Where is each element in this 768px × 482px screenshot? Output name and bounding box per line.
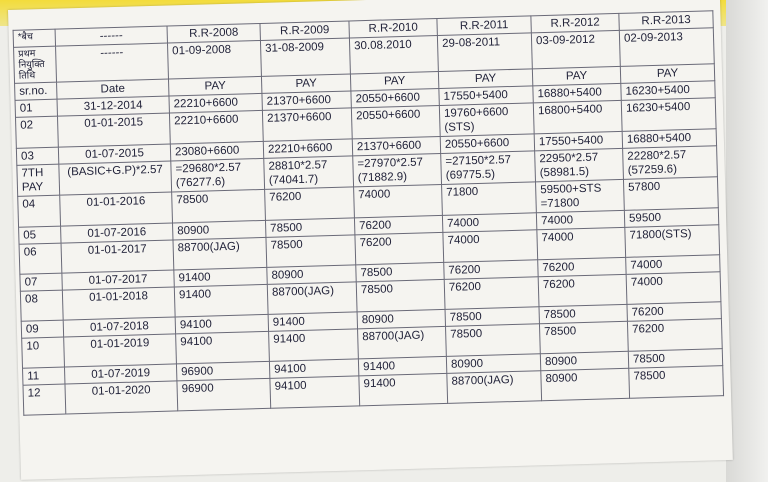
pay-cell: 22210+6600 — [169, 93, 262, 113]
pay-cell: 23080+6600 — [170, 141, 263, 161]
batch-label: *बैच — [13, 29, 55, 47]
date-cell: 01-01-2017 — [61, 240, 174, 273]
pay-cell: 88700(JAG) — [358, 326, 447, 358]
sr-no-cell: 02 — [15, 116, 58, 148]
joining-date: 02-09-2013 — [619, 28, 714, 67]
pay-cell: 20550+6600 — [351, 89, 439, 108]
pay-cell: 91400 — [359, 373, 448, 405]
pay-cell: 78500 — [539, 321, 628, 353]
batch-header: R.R-2012 — [531, 13, 619, 32]
pay-cell: 80900 — [173, 220, 266, 240]
pay-table — [13, 10, 725, 415]
sr-no-cell: 10 — [22, 337, 65, 368]
pay-cell: 21370+6600 — [262, 91, 351, 110]
date-cell: 01-07-2017 — [62, 270, 174, 290]
pay-cell: 22210+6600 — [263, 139, 352, 158]
pay-cell: 74000 — [537, 227, 626, 259]
pay-cell: =29680*2.57 (76277.6) — [171, 158, 265, 192]
pay-cell: 17550+5400 — [534, 131, 622, 150]
pay-cell: 91400 — [269, 329, 359, 361]
pay-cell: 94100 — [270, 376, 360, 408]
pay-cell: 16230+5400 — [621, 98, 716, 132]
pay-cell: 20550+6600 — [440, 134, 534, 154]
pay-cell: 22950*2.57 (58981.5) — [535, 148, 624, 181]
pay-header: PAY — [261, 74, 350, 93]
pay-cell: 74000 — [443, 230, 538, 263]
sr-no-cell: 11 — [23, 367, 65, 385]
pay-cell: =27970*2.57 (71882.9) — [353, 153, 442, 186]
batch-dash: ------ — [55, 26, 167, 46]
pay-cell: 76200 — [444, 277, 539, 310]
date-cell: 01-07-2018 — [63, 317, 175, 337]
pay-cell: 94100 — [175, 314, 268, 334]
appointment-dash: ------ — [56, 43, 169, 82]
pay-cell: 88700(JAG) — [447, 371, 542, 404]
pay-cell: 76200 — [265, 187, 355, 220]
pay-cell: 76200 — [354, 215, 442, 234]
pay-cell: 91400 — [358, 356, 446, 375]
pay-cell: 20550+6600 — [351, 105, 440, 138]
pay-cell: 78500 — [539, 304, 627, 323]
pay-cell: 80900 — [446, 354, 540, 374]
pay-cell: 78500 — [629, 366, 724, 399]
pay-cell: 76200 — [444, 260, 538, 280]
joining-date: 29-08-2011 — [437, 33, 532, 72]
pay-cell: 88700(JAG) — [173, 237, 267, 270]
pay-cell: 28810*2.57 (74041.7) — [264, 156, 354, 189]
joining-date: 30.08.2010 — [349, 36, 438, 74]
joining-date: 01-09-2008 — [167, 40, 261, 79]
pay-cell: 91400 — [268, 312, 357, 331]
pay-cell: 80900 — [540, 351, 628, 370]
pay-cell: 94100 — [176, 331, 270, 364]
sr-no-cell: 01 — [15, 99, 57, 117]
pay-cell: 78500 — [356, 279, 445, 311]
pay-cell: =27150*2.57 (69775.5) — [441, 151, 536, 185]
batch-header: R.R-2011 — [437, 16, 531, 36]
sr-no-cell: 08 — [20, 290, 63, 321]
pay-cell: 74000 — [626, 255, 720, 275]
pay-header: PAY — [438, 69, 532, 89]
pay-cell: 78500 — [266, 235, 356, 267]
pay-cell: 80900 — [267, 265, 356, 284]
sr-no-cell: 09 — [21, 320, 63, 338]
date-cell: (BASIC+G.P)*2.57 — [59, 161, 172, 195]
batch-header: R.R-2010 — [349, 19, 437, 38]
pay-cell: 76200 — [538, 274, 627, 306]
pay-cell: 78500 — [265, 218, 354, 237]
pay-cell: 91400 — [174, 267, 267, 287]
pay-cell: 78500 — [356, 262, 444, 281]
pay-cell: 16800+5400 — [533, 100, 622, 133]
sr-no-cell: 05 — [19, 226, 61, 244]
pay-fixation-sheet — [8, 0, 733, 480]
appointment-label: प्रथम नियुक्ति तिथि — [14, 46, 57, 83]
sr-no-cell: 07 — [20, 273, 62, 291]
pay-header: PAY — [350, 72, 438, 91]
date-cell: 01-07-2016 — [61, 223, 173, 243]
date-cell: 01-07-2019 — [64, 364, 176, 384]
pay-cell: 19760+6600 (STS) — [439, 103, 534, 137]
pay-cell: 96900 — [176, 361, 269, 381]
sr-no-cell: 06 — [19, 243, 62, 274]
pay-cell: 80900 — [541, 368, 630, 400]
batch-header: R.R-2008 — [167, 23, 260, 43]
background-surface — [726, 0, 768, 482]
pay-cell: 78500 — [445, 307, 539, 327]
pay-cell: 74000 — [354, 184, 443, 217]
date-header: Date — [57, 79, 169, 99]
pay-header: PAY — [168, 76, 261, 96]
date-cell: 01-01-2016 — [60, 192, 173, 226]
pay-cell: 78500 — [628, 349, 722, 369]
pay-cell: 16230+5400 — [621, 81, 715, 101]
date-cell: 01-01-2015 — [57, 113, 170, 147]
sr-no-cell: 04 — [18, 195, 61, 227]
pay-cell: 78500 — [446, 324, 541, 357]
pay-header: PAY — [532, 66, 620, 85]
pay-cell: 74000 — [442, 213, 536, 233]
pay-header: PAY — [620, 64, 714, 84]
joining-date: 03-09-2012 — [531, 30, 620, 68]
batch-header: R.R-2013 — [619, 11, 713, 31]
pay-cell: 91400 — [174, 284, 268, 317]
date-cell: 01-01-2020 — [65, 381, 178, 414]
pay-cell: 76200 — [627, 302, 721, 322]
sr-no-cell: 03 — [16, 147, 58, 165]
pay-cell: 22210+6600 — [169, 110, 263, 144]
pay-cell: 71800(STS) — [625, 225, 720, 258]
pay-cell: 74000 — [626, 272, 721, 305]
date-cell: 31-12-2014 — [57, 96, 169, 116]
pay-cell: 21370+6600 — [262, 108, 352, 141]
pay-cell: 76200 — [538, 257, 626, 276]
date-cell: 01-01-2018 — [62, 287, 175, 320]
pay-cell: 59500 — [624, 208, 718, 228]
pay-cell: 71800 — [442, 182, 537, 216]
pay-cell: 96900 — [177, 378, 271, 411]
pay-cell: 16880+5400 — [533, 83, 621, 102]
pay-cell: 76200 — [355, 232, 444, 264]
pay-cell: 16880+5400 — [622, 129, 716, 149]
pay-table-body — [13, 11, 723, 415]
pay-cell: 22280*2.57 (57259.6) — [623, 146, 718, 180]
pay-cell: 21370+6600 — [352, 136, 440, 155]
batch-header: R.R-2009 — [260, 21, 349, 40]
sr-no-cell: 12 — [23, 384, 66, 415]
pay-cell: 76200 — [627, 319, 722, 352]
srno-header: sr.no. — [15, 82, 57, 100]
pay-cell: 78500 — [172, 189, 266, 223]
pay-cell: 88700(JAG) — [267, 282, 357, 314]
pay-cell: 80900 — [357, 309, 445, 328]
pay-cell: 74000 — [536, 210, 624, 229]
pay-cell: 17550+5400 — [439, 86, 533, 106]
pay-cell: 57800 — [623, 177, 718, 211]
sr-no-cell: 7TH PAY — [17, 164, 60, 196]
joining-date: 31-08-2009 — [260, 38, 350, 76]
date-cell: 01-07-2015 — [58, 144, 170, 164]
pay-cell: 59500+STS =71800 — [536, 179, 625, 212]
date-cell: 01-01-2019 — [64, 334, 177, 367]
pay-cell: 94100 — [269, 359, 358, 378]
